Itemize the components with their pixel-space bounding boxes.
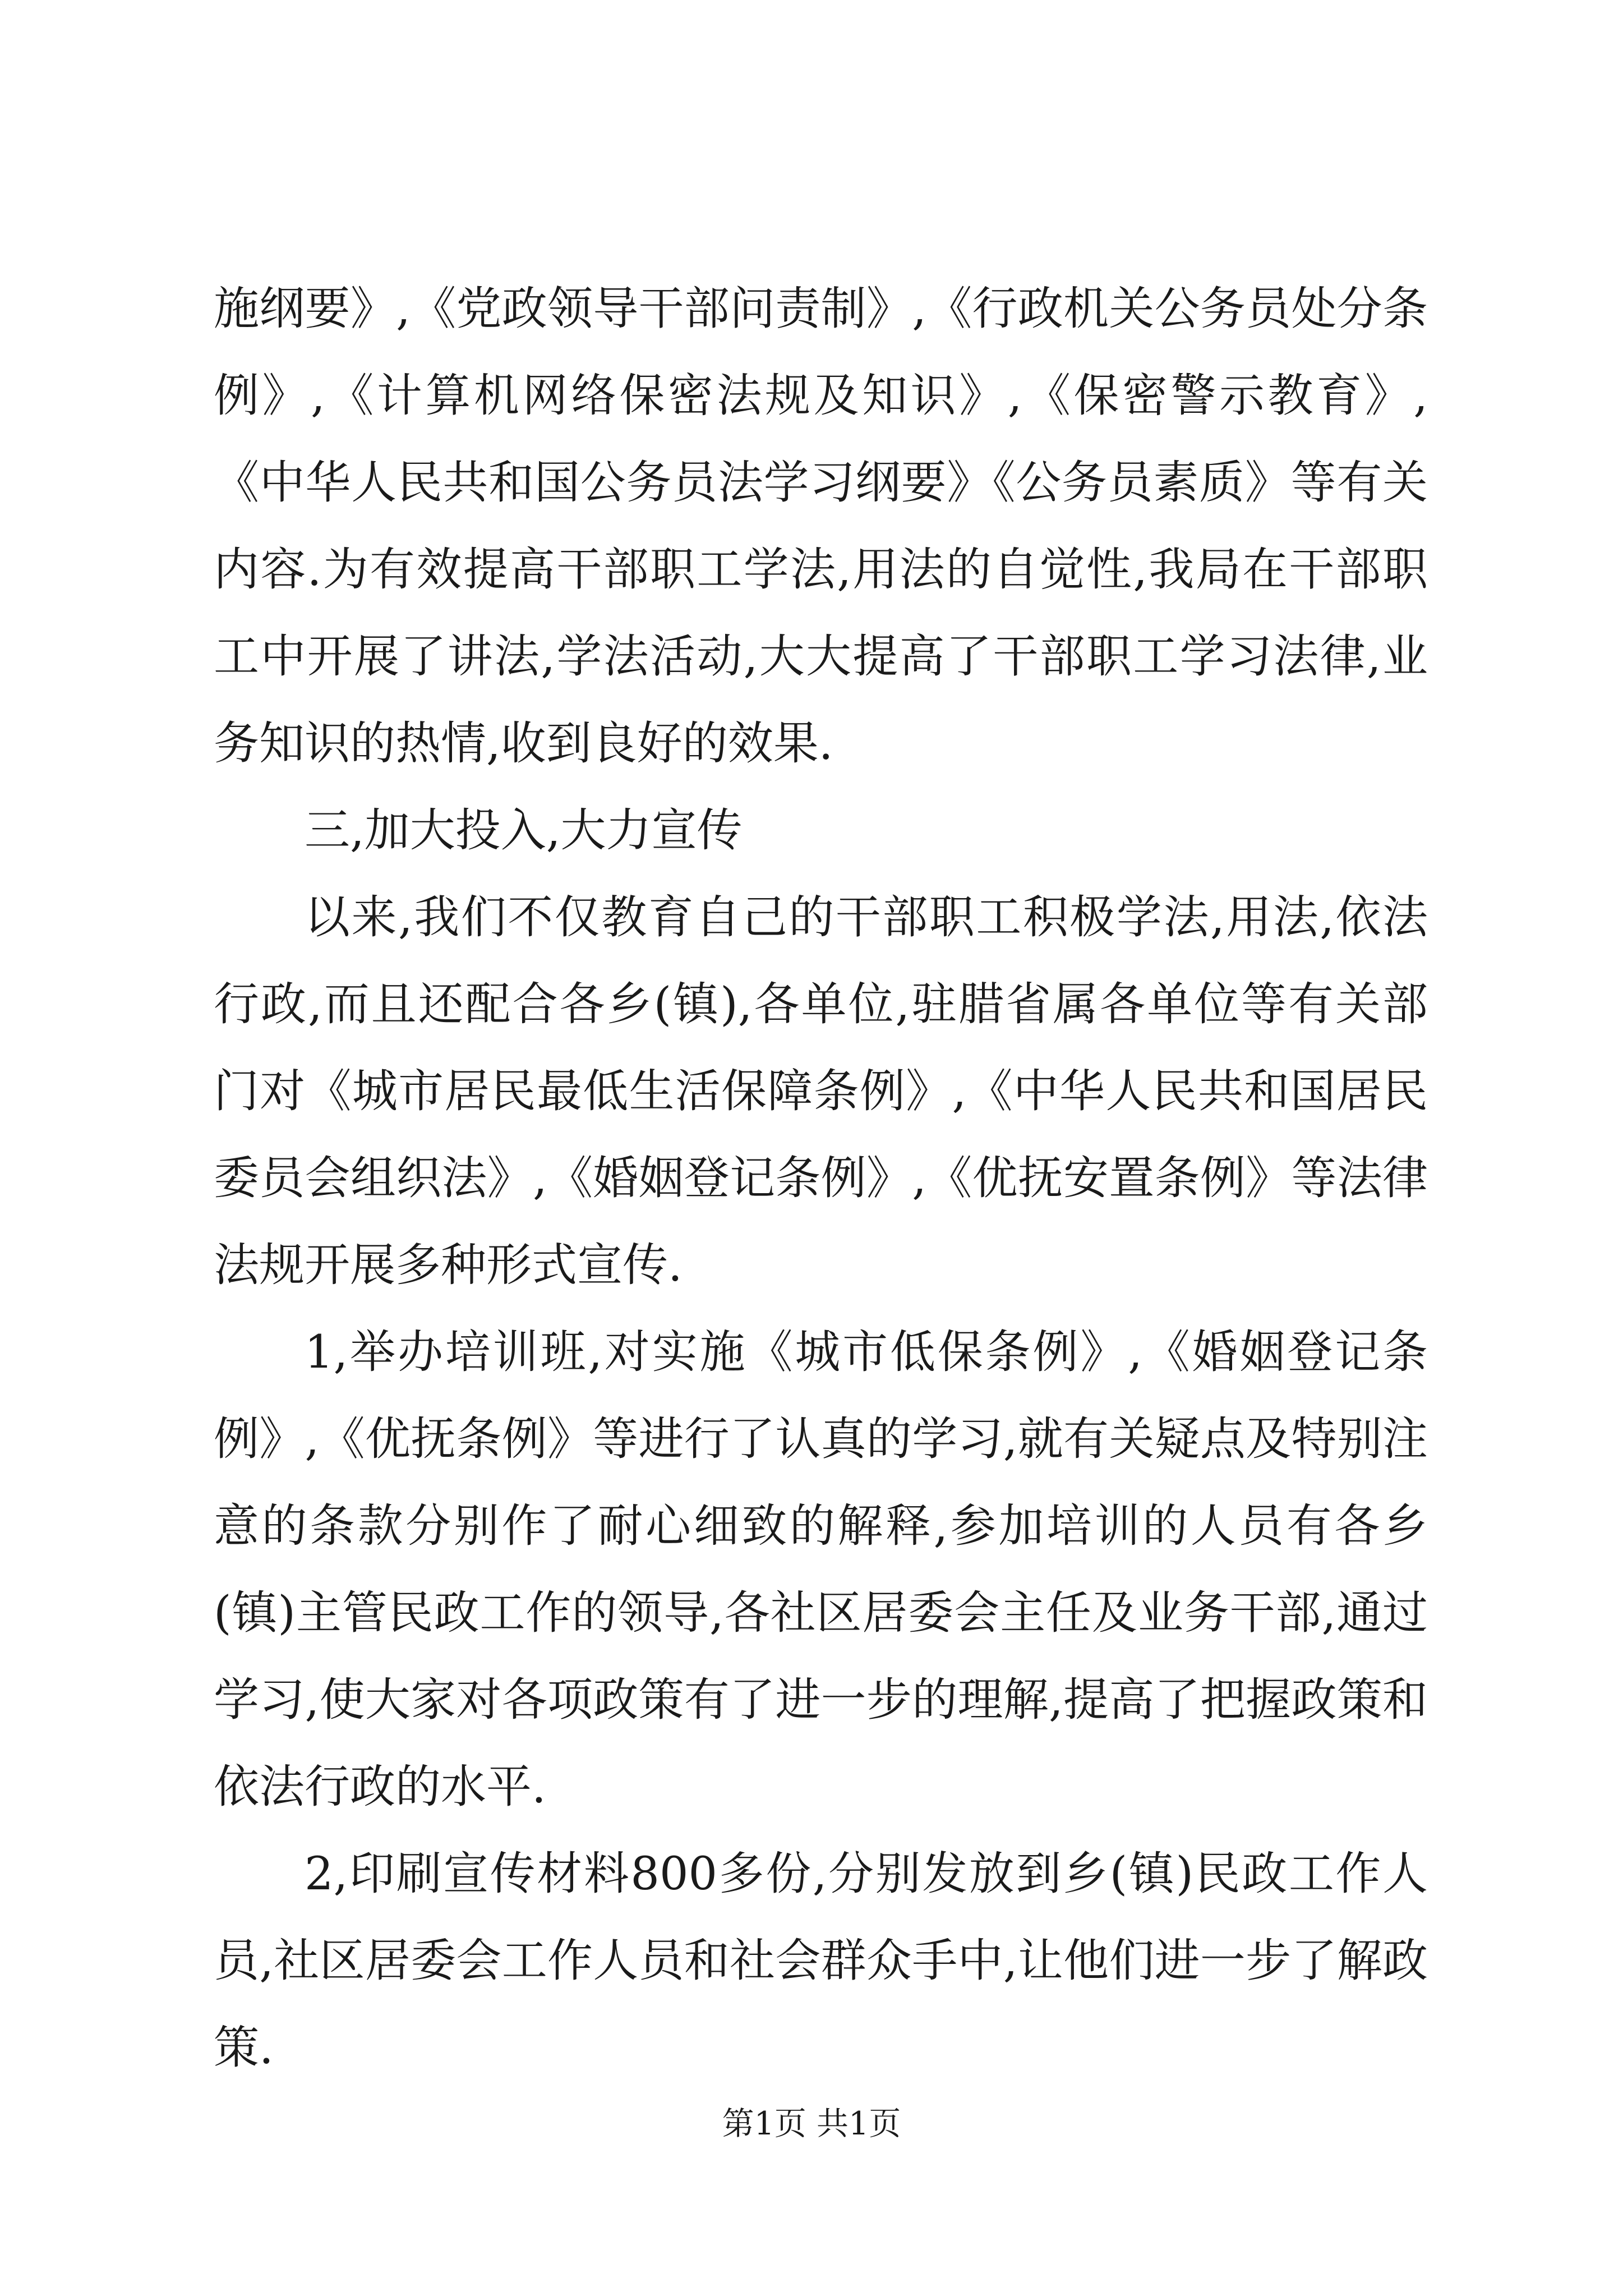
- section-heading: 三,加大投入,大力宣传: [305, 804, 743, 857]
- paragraph-publicity: 以来,我们不仅教育自己的干部职工积极学法,用法,依法行政,而且还配合各乡(镇),各单位,驻腊省属各单位等有关部门对《城市居民最低生活保障条例》,《中华人民共和国居民委员会组织法》,《婚姻登记条例》,《优抚安置条例》等法律法规开展多种形式宣传.: [214, 891, 1428, 1292]
- page-footer: 第1页 共1页: [722, 2105, 901, 2142]
- paragraph-training: 1,举办培训班,对实施《城市低保条例》,《婚姻登记条例》,《优抚条例》等进行了认真的学习,就有关疑点及特别注意的条款分别作了耐心细致的解释,参加培训的人员有各乡(镇)主管民政工作的领导,各社区居委会主任及业务干部,通过学习,使大家对各项政策有了进一步的理解,提高了把握政策和依法行政的水平.: [214, 1326, 1428, 1814]
- paragraph-continuation: 施纲要》,《党政领导干部问责制》,《行政机关公务员处分条例》,《计算机网络保密法规及知识》,《保密警示教育》,《中华人民共和国公务员法学习纲要》《公务员素质》等有关内容.为有效提高干部职工学法,用法的自觉性,我局在干部职工中开展了讲法,学法活动,大大提高了干部职工学习法律,业务知识的热情,收到良好的效果.: [214, 283, 1428, 770]
- paragraph-materials: 2,印刷宣传材料800多份,分别发放到乡(镇)民政工作人员,社区居委会工作人员和社会群众手中,让他们进一步了解政策.: [214, 1848, 1428, 2074]
- document-body: [214, 266, 1428, 2092]
